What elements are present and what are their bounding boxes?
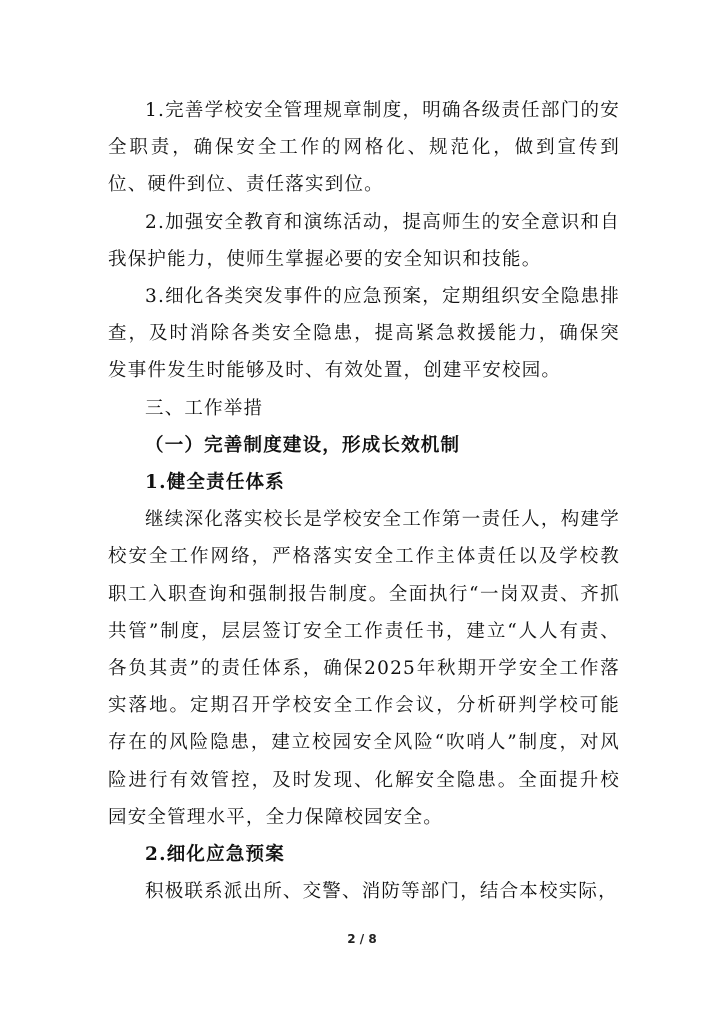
item-heading-2: 2.细化应急预案 xyxy=(145,844,285,866)
document-body xyxy=(108,92,620,910)
goal-paragraph-3: 3.细化各类突发事件的应急预案，定期组织安全隐患排查，及时消除各类安全隐患，提高紧急救援能力，确保突发事件发生时能够及时、有效处置，创建平安校园。 xyxy=(108,286,620,382)
section-heading: 三、工作举措 xyxy=(145,397,264,419)
item-body-1: 继续深化落实校长是学校安全工作第一责任人，构建学校安全工作网络，严格落实安全工作主体责任以及学校教职工入职查询和强制报告制度。全面执行“一岗双责、齐抓共管”制度，层层签订安全工作责任书，建立“人人有责、各负其责”的责任体系，确保2025年秋期开学安全工作落实落地。定期召开学校安全工作会议，分析研判学校可能存在的风险隐患，建立校园安全风险“吹哨人”制度，对风险进行有效管控，及时发现、化解安全隐患。全面提升校园安全管理水平，全力保障校园安全。 xyxy=(108,509,620,828)
item-body-2: 积极联系派出所、交警、消防等部门，结合本校实际， xyxy=(145,881,618,903)
item-heading-1: 1.健全责任体系 xyxy=(145,472,285,494)
goal-paragraph-2: 2.加强安全教育和演练活动，提高师生的安全意识和自我保护能力，使师生掌握必要的安全知识和技能。 xyxy=(108,211,620,270)
page-number: 2 / 8 xyxy=(347,932,377,946)
goal-paragraph-1: 1.完善学校安全管理规章制度，明确各级责任部门的安全职责，确保安全工作的网格化、规范化，做到宣传到位、硬件到位、责任落实到位。 xyxy=(108,100,620,196)
subsection-heading: （一）完善制度建设，形成长效机制 xyxy=(145,434,461,456)
